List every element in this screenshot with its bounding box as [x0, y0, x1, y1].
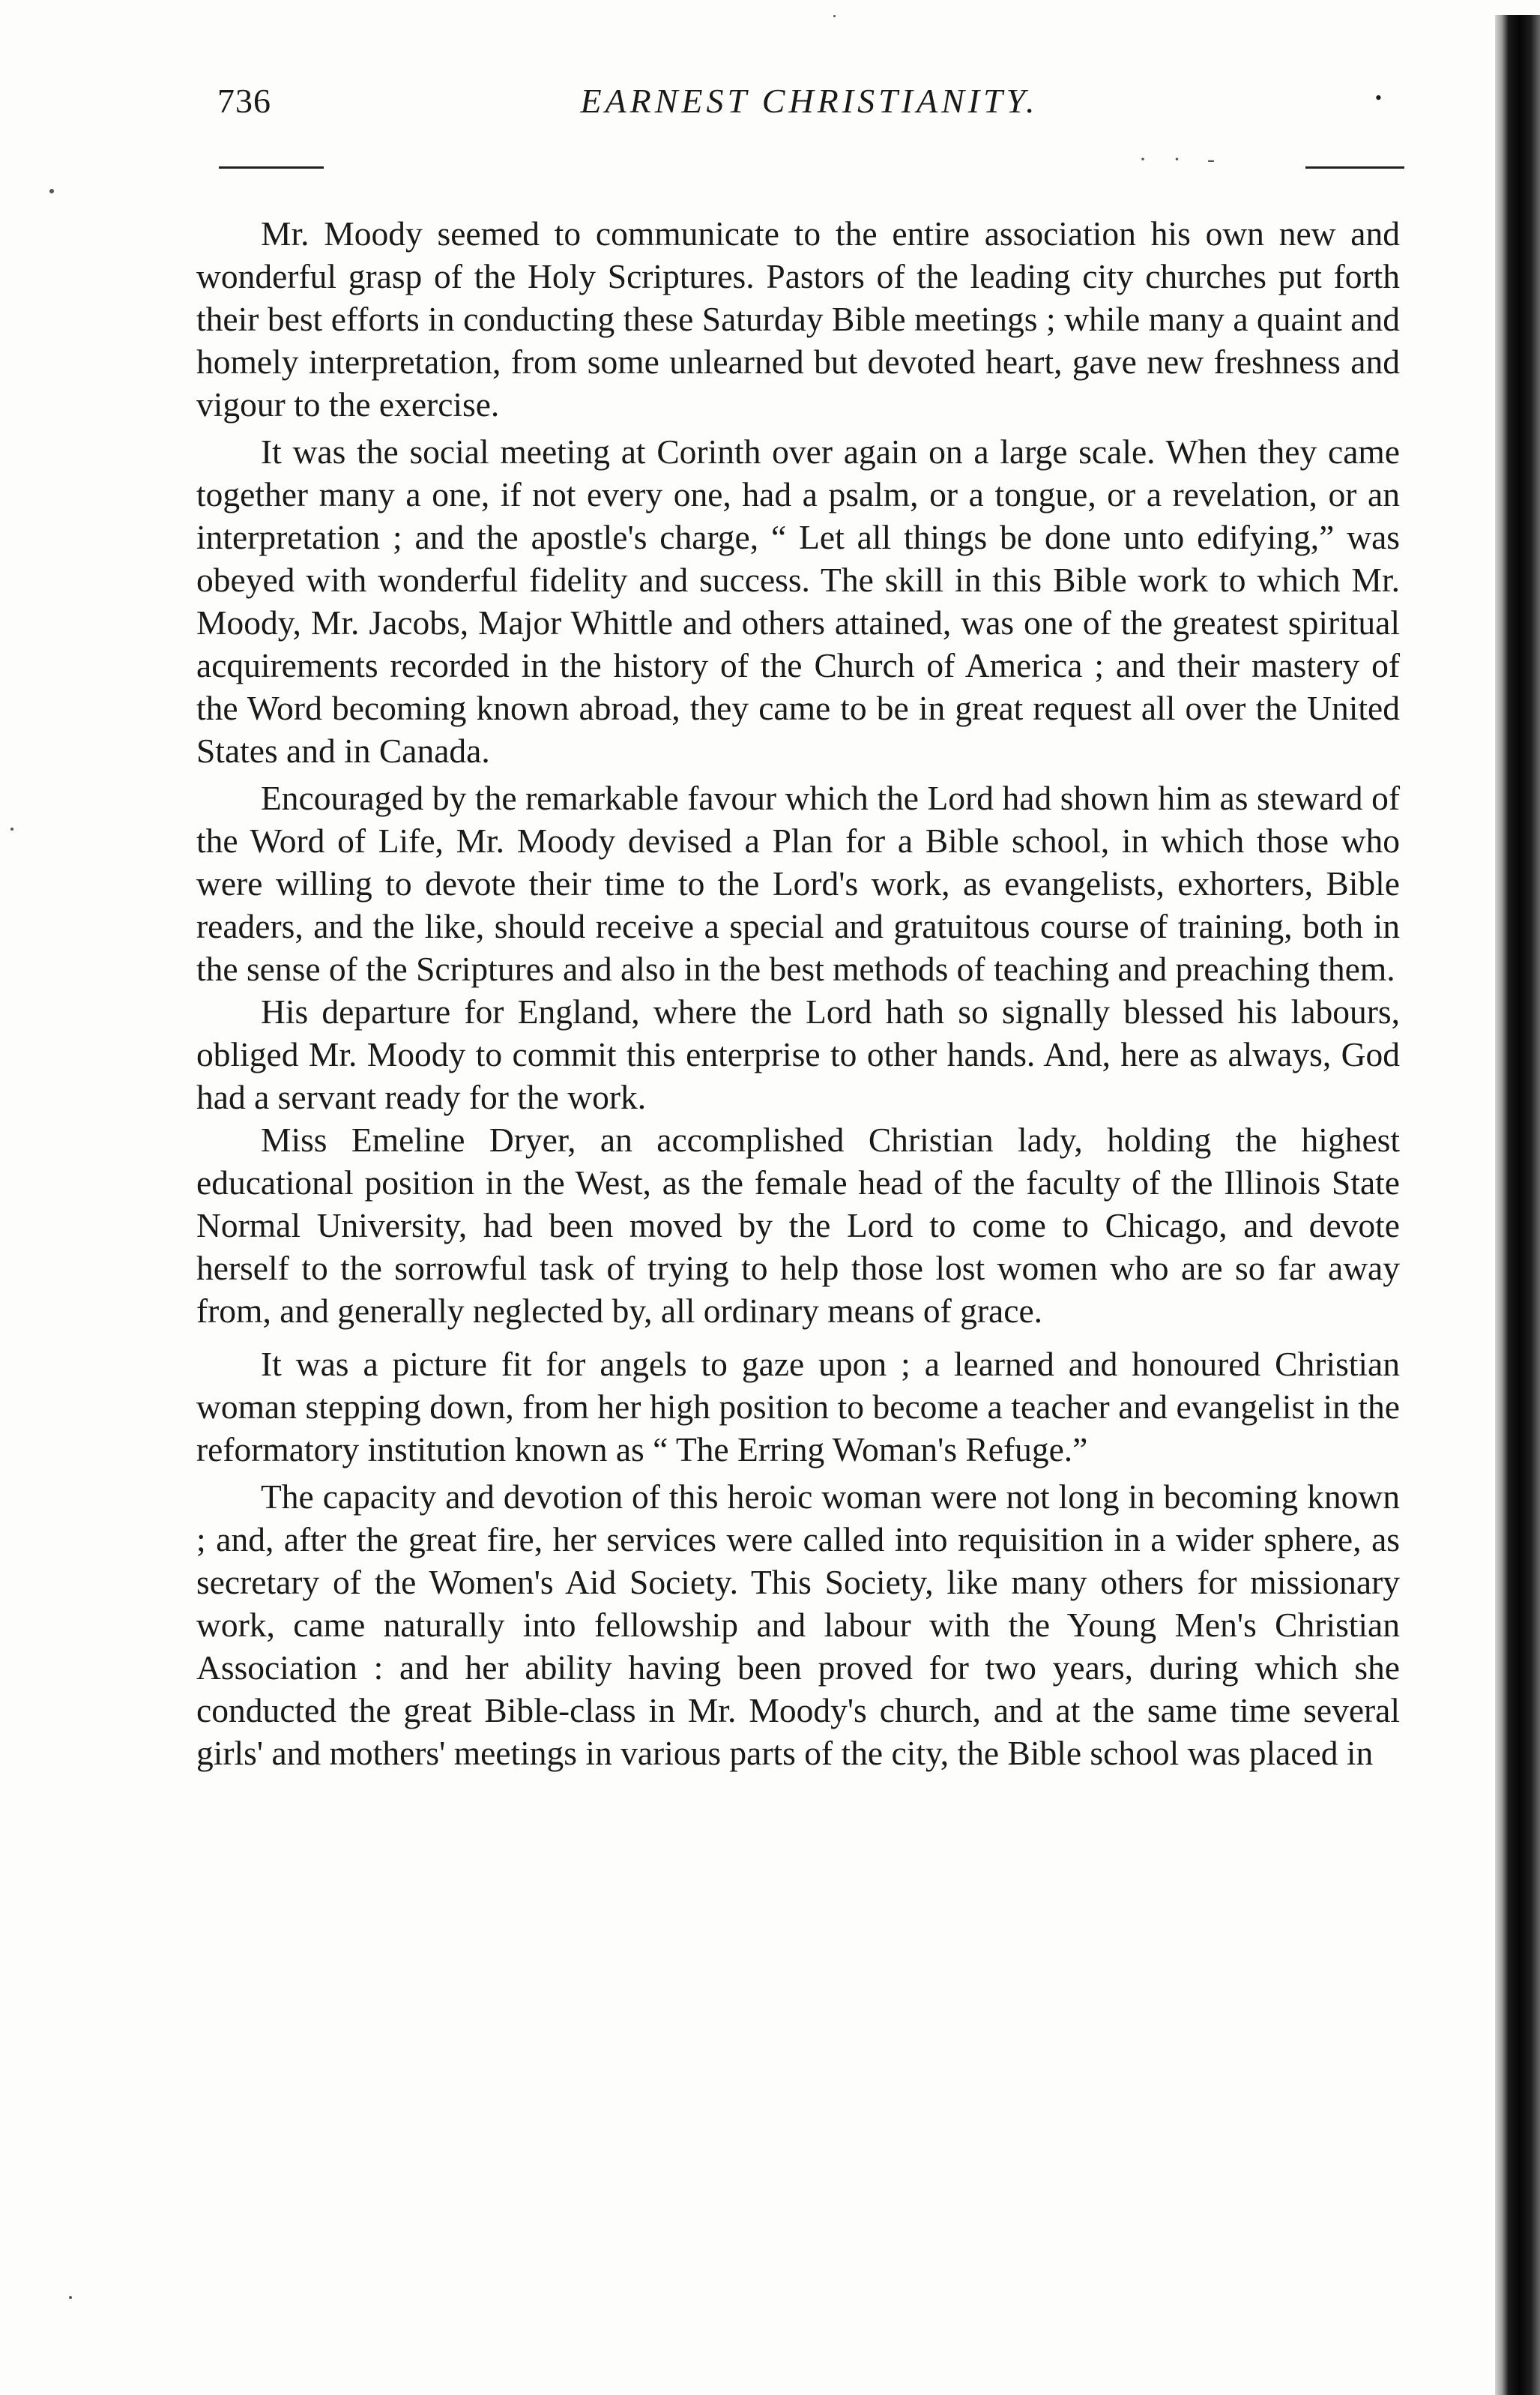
binding-edge [1495, 15, 1540, 2395]
page-speck [49, 189, 54, 193]
page-number: 736 [217, 82, 271, 120]
paragraph-5: Miss Emeline Dryer, an accomplished Christian lady, holding the highest educational position in the West, as the female head of the faculty of the Illinois State Normal University, had been moved by the Lord to come to Chicago, and devote herself to the sorrowful task of trying to help those lost women who are so far away from, and generally neglected by, all ordinary means of grace. [196, 1121, 1400, 1330]
paragraph-3: Encouraged by the remarkable favour which the Lord had shown him as steward of the Word of Life, Mr. Moody devised a Plan for a Bible school, in which those who were willing to devote their time to the Lord's work, as evangelists, exhorters, Bible readers, and the like, should receive a special and gratuitous course of training, both in the sense of the Scriptures and also in the best methods of teaching and preaching them. [196, 779, 1400, 988]
page-speck [833, 15, 836, 17]
running-title: EARNEST CHRISTIANITY. [580, 82, 1039, 120]
paragraph-6: It was a picture fit for angels to gaze upon ; a learned and honoured Christian woman stepping down, from her high position to become a teacher and evangelist in the reformatory institution known as “ The Erring Woman's Refuge.” [196, 1345, 1400, 1468]
header-rule-dots: · · - [1139, 147, 1225, 172]
header-rule-left [219, 166, 324, 169]
printer-mark: • [1374, 87, 1382, 109]
page-speck [69, 2296, 72, 2299]
page-speck [10, 828, 13, 831]
header-rule-right [1305, 166, 1404, 169]
body-text [196, 212, 1400, 1774]
paragraph-7: The capacity and devotion of this heroic woman were not long in becoming known ; and, after the great fire, her services were called into requisition in a wider sphere, as secretary of the Women's Aid Society. This Society, like many others for missionary work, came naturally into fellowship and labour with the Young Men's Christian Association : and her ability having been proved for two years, during which she conducted the great Bible-class in Mr. Moody's church, and at the same time several girls' and mothers' meetings in various parts of the city, the Bible school was placed in [196, 1477, 1400, 1772]
running-header [217, 81, 1401, 141]
paragraph-4: His departure for England, where the Lord hath so signally blessed his labours, obliged Mr. Moody to commit this enterprise to other hands. And, here as always, God had a servant ready for the work. [196, 992, 1400, 1116]
paragraph-2: It was the social meeting at Corinth over again on a large scale. When they came together many a one, if not every one, had a psalm, or a tongue, or a revelation, or an interpretation ; and the apostle's charge, “ Let all things be done unto edifying,” was obeyed with wonderful fidelity and success. The skill in this Bible work to which Mr. Moody, Mr. Jacobs, Major Whittle and others attained, was one of the greatest spiritual acquirements recorded in the history of the Church of America ; and their mastery of the Word becoming known abroad, they came to be in great request all over the United States and in Canada. [196, 433, 1400, 770]
paragraph-1: Mr. Moody seemed to communicate to the entire association his own new and wonderful grasp of the Holy Scriptures. Pastors of the leading city churches put forth their best efforts in conducting these Saturday Bible meetings ; while many a quaint and homely interpretation, from some unlearned but devoted heart, gave new freshness and vigour to the exercise. [196, 214, 1400, 424]
